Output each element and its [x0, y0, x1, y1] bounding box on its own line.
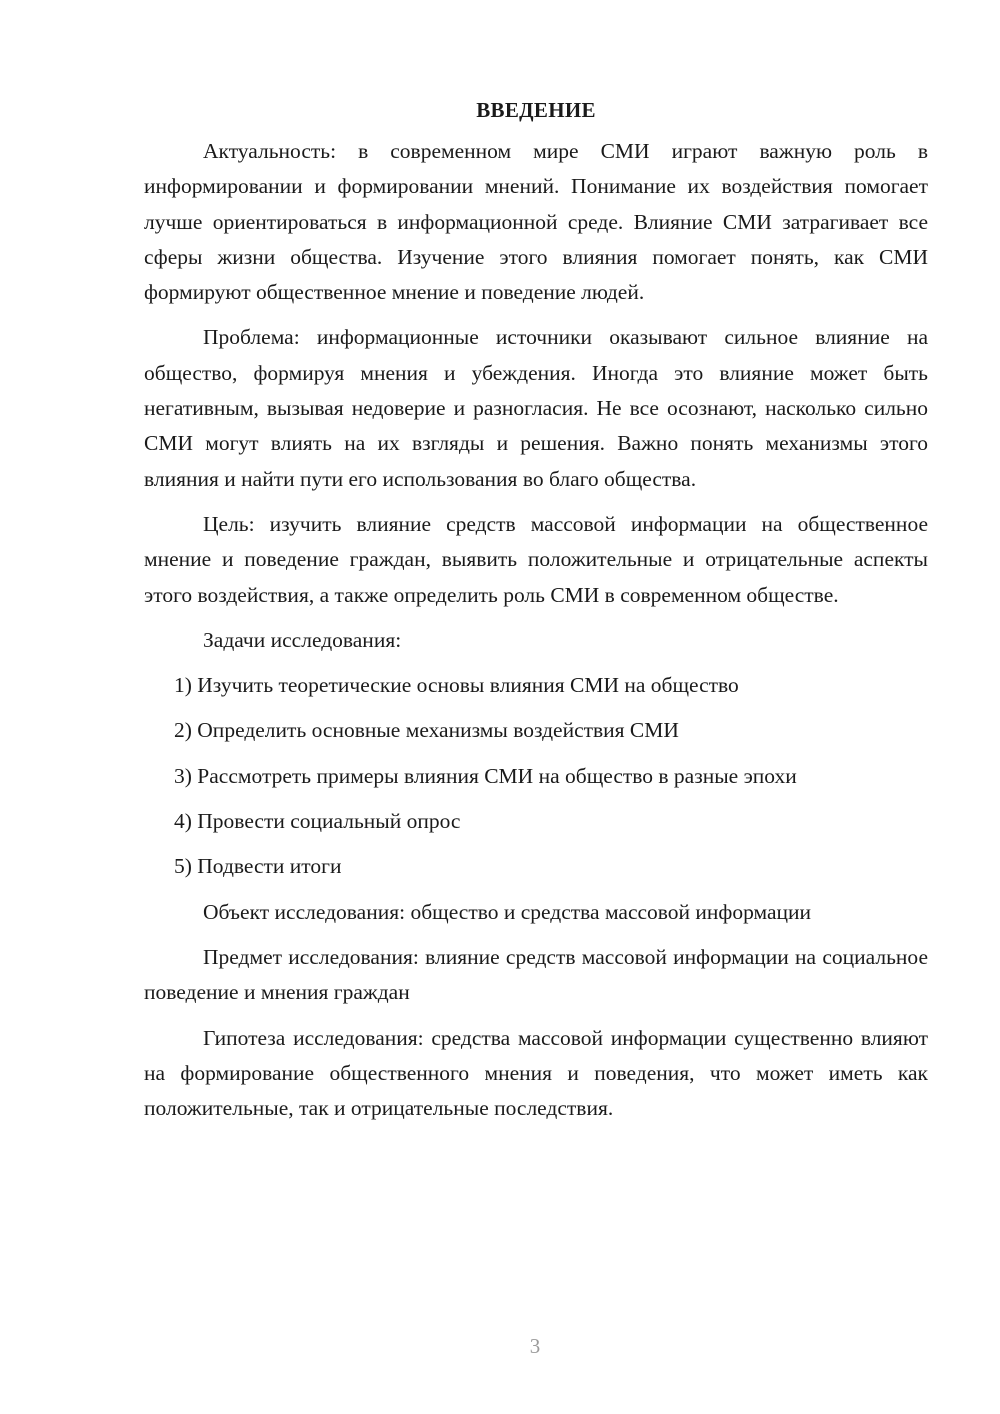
document-page: [144, 93, 928, 1136]
subject-paragraph: Предмет исследования: влияние средств массовой информации на социальное поведение и мнения граждан: [144, 944, 928, 1005]
hypothesis-paragraph: Гипотеза исследования: средства массовой информации существенно влияют на формирование общественного мнения и поведения, что может иметь как положительные, так и отрицательные последствия.: [144, 1025, 928, 1121]
goal-paragraph: Цель: изучить влияние средств массовой информации на общественное мнение и поведение граждан, выявить положительные и отрицательные аспекты этого воздействия, а также определить роль СМИ в современном обществе.: [144, 511, 928, 607]
problem-paragraph: Проблема: информационные источники оказывают сильное влияние на общество, формируя мнения и убеждения. Иногда это влияние может быть негативным, вызывая недоверие и разногласия. Не все осознают, насколько сильно СМИ могут влиять на их взгляды и решения. Важно понять механизмы этого влияния и найти пути его использования во благо общества.: [144, 325, 928, 491]
relevance-paragraph: Актуальность: в современном мире СМИ играют важную роль в информировании и формировании мнений. Понимание их воздействия помогает лучше ориентироваться в информационной среде. Влияние СМИ затрагивает все сферы жизни общества. Изучение этого влияния помогает понять, как СМИ формируют общественное мнение и поведение людей.: [144, 139, 928, 305]
task-item: 5) Подвести итоги: [174, 854, 342, 879]
task-item: 1) Изучить теоретические основы влияния СМИ на общество: [174, 673, 739, 698]
tasks-heading: Задачи исследования:: [203, 627, 402, 652]
page-number: 3: [529, 1334, 541, 1358]
page-title: ВВЕДЕНИЕ: [476, 98, 596, 122]
task-item: 2) Определить основные механизмы воздействия СМИ: [174, 718, 679, 743]
task-item: 3) Рассмотреть примеры влияния СМИ на общество в разные эпохи: [174, 763, 797, 788]
object-paragraph: Объект исследования: общество и средства массовой информации: [203, 899, 812, 924]
task-item: 4) Провести социальный опрос: [174, 809, 461, 834]
